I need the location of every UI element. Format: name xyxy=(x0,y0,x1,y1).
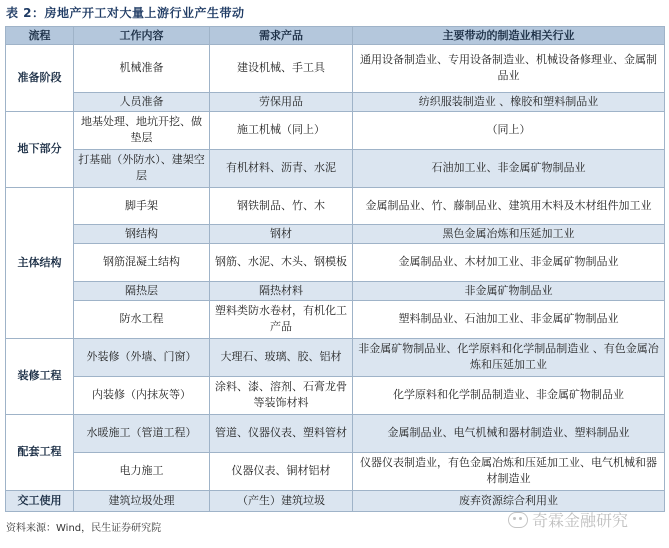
work-cell: 脚手架 xyxy=(74,187,210,224)
header-industry: 主要带动的制造业相关行业 xyxy=(353,27,665,45)
industry-cell: 金属制品业、电气机械和器材制造业、塑料制品业 xyxy=(353,414,665,452)
industry-cell: 石油加工业、非金属矿物制品业 xyxy=(353,149,665,187)
industry-cell: 通用设备制造业、专用设备制造业、机械设备修理业、金属制品业 xyxy=(353,45,665,93)
industry-cell: 金属制品业、木材加工业、非金属矿物制品业 xyxy=(353,243,665,281)
table-row xyxy=(6,243,665,281)
stage-cell: 交工使用 xyxy=(6,490,74,511)
table-row xyxy=(6,187,665,224)
industry-cell: 金属制品业、竹、藤制品业、建筑用木料及木材组件加工业 xyxy=(353,187,665,224)
table-header-row xyxy=(6,27,665,45)
work-cell: 打基础（外防水）、建架空层 xyxy=(74,149,210,187)
work-cell: 隔热层 xyxy=(74,281,210,300)
product-cell: 仪器仪表、铜材铝材 xyxy=(210,452,353,490)
work-cell: 机械准备 xyxy=(74,45,210,93)
stage-cell: 主体结构 xyxy=(6,187,74,338)
table-row xyxy=(6,414,665,452)
watermark xyxy=(508,508,628,531)
work-cell: 地基处理、地坑开挖、做垫层 xyxy=(74,111,210,149)
product-cell: 施工机械（同上） xyxy=(210,111,353,149)
industry-cell: 废弃资源综合利用业 xyxy=(353,490,665,511)
work-cell: 建筑垃圾处理 xyxy=(74,490,210,511)
stage-cell: 地下部分 xyxy=(6,111,74,187)
stage-cell: 准备阶段 xyxy=(6,45,74,112)
industry-cell: （同上） xyxy=(353,111,665,149)
product-cell: 钢材 xyxy=(210,224,353,243)
table-row xyxy=(6,45,665,93)
work-cell: 人员准备 xyxy=(74,92,210,111)
table-row xyxy=(6,338,665,376)
work-cell: 钢筋混凝土结构 xyxy=(74,243,210,281)
table-row xyxy=(6,111,665,149)
product-cell: 大理石、玻璃、胶、铝材 xyxy=(210,338,353,376)
industry-cell: 黑色金属冶炼和压延加工业 xyxy=(353,224,665,243)
product-cell: 钢筋、水泥、木头、钢模板 xyxy=(210,243,353,281)
product-cell: 钢铁制品、竹、木 xyxy=(210,187,353,224)
table-row xyxy=(6,281,665,300)
industry-cell: 化学原料和化学制品制造业、非金属矿物制品业 xyxy=(353,376,665,414)
table-row xyxy=(6,92,665,111)
work-cell: 电力施工 xyxy=(74,452,210,490)
header-process: 流程 xyxy=(6,27,74,45)
industry-cell: 塑料制品业、石油加工业、非金属矿物制品业 xyxy=(353,300,665,338)
work-cell: 钢结构 xyxy=(74,224,210,243)
work-cell: 防水工程 xyxy=(74,300,210,338)
table-row xyxy=(6,452,665,490)
stage-cell: 装修工程 xyxy=(6,338,74,414)
watermark-text: 奇霖金融研究 xyxy=(532,511,629,530)
work-cell: 外装修（外墙、门窗） xyxy=(74,338,210,376)
industry-cell: 非金属矿物制品业、化学原料和化学制品制造业 、有色金属冶炼和压延加工业 xyxy=(353,338,665,376)
table-row xyxy=(6,224,665,243)
table-row xyxy=(6,149,665,187)
industry-cell: 仪器仪表制造业，有色金属冶炼和压延加工业、电气机械和器材制造业 xyxy=(353,452,665,490)
wechat-icon xyxy=(508,512,528,528)
work-cell: 内装修（内抹灰等） xyxy=(74,376,210,414)
product-cell: 隔热材料 xyxy=(210,281,353,300)
table-row xyxy=(6,376,665,414)
table-row xyxy=(6,300,665,338)
product-cell: 建设机械、手工具 xyxy=(210,45,353,93)
product-cell: 劳保用品 xyxy=(210,92,353,111)
product-cell: 涂料、漆、溶剂、石膏龙骨等装饰材料 xyxy=(210,376,353,414)
work-cell: 水暖施工（管道工程） xyxy=(74,414,210,452)
source-note: 资料来源：Wind，民生证券研究院 xyxy=(6,523,162,534)
header-work: 工作内容 xyxy=(74,27,210,45)
industry-table xyxy=(5,26,665,512)
product-cell: （产生）建筑垃圾 xyxy=(210,490,353,511)
stage-cell: 配套工程 xyxy=(6,414,74,490)
product-cell: 塑料类防水卷材，有机化工产品 xyxy=(210,300,353,338)
industry-cell: 纺织服装制造业 、橡胶和塑料制品业 xyxy=(353,92,665,111)
table-title: 表 2：房地产开工对大量上游行业产生带动 xyxy=(6,6,245,20)
industry-cell: 非金属矿物制品业 xyxy=(353,281,665,300)
product-cell: 有机材料、沥青、水泥 xyxy=(210,149,353,187)
product-cell: 管道、仪器仪表、塑料管材 xyxy=(210,414,353,452)
header-product: 需求产品 xyxy=(210,27,353,45)
